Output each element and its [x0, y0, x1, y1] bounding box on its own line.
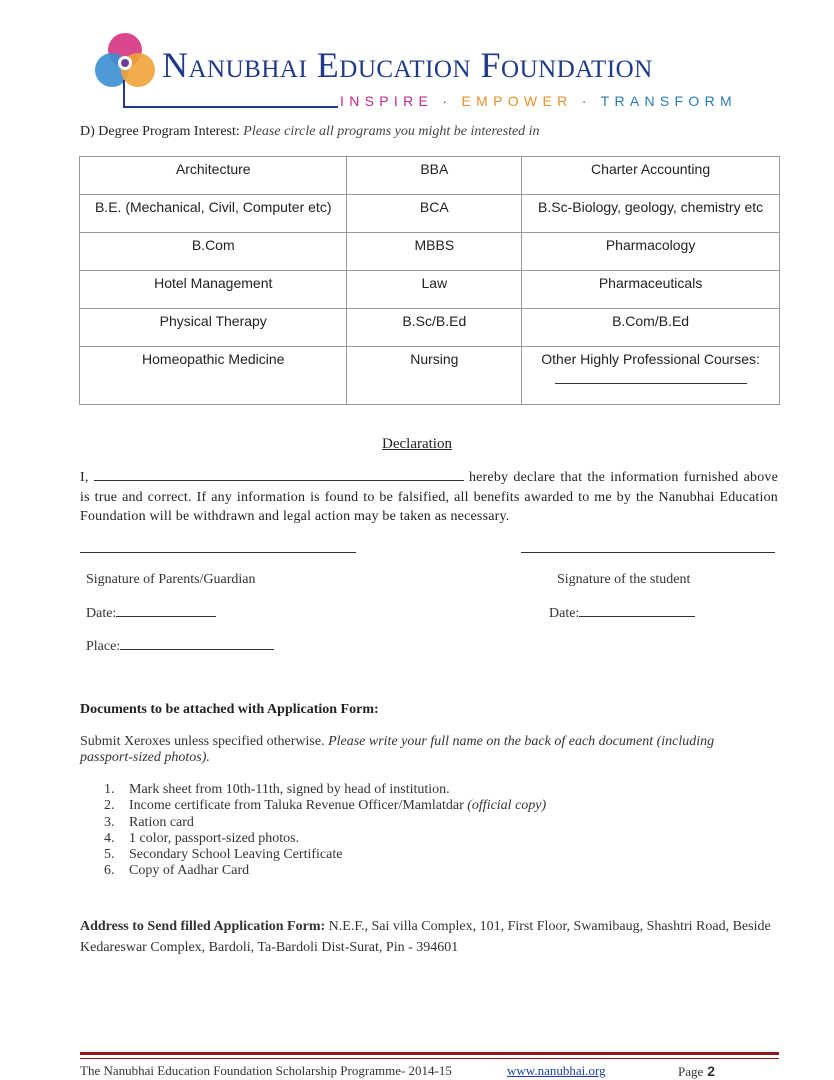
program-option[interactable]: B.Sc-Biology, geology, chemistry etc [522, 195, 780, 233]
documents-intro-italic: Please write your full name on the back of each document (including passport-sized photos). [80, 734, 715, 765]
list-number: 4. [104, 830, 115, 846]
place-field[interactable] [120, 638, 274, 650]
program-option[interactable]: Nursing [347, 347, 522, 405]
section-d-instruction: Please circle all programs you might be interested in [243, 124, 540, 139]
footer-website-link[interactable]: www.nanubhai.org [507, 1063, 606, 1078]
list-text: Copy of Aadhar Card [129, 863, 250, 879]
tagline-inspire: INSPIRE [340, 93, 434, 109]
table-row [80, 271, 780, 309]
list-item [104, 815, 546, 831]
program-option[interactable]: Charter Accounting [522, 157, 780, 195]
table-row [80, 233, 780, 271]
declaration-text [80, 468, 778, 527]
foundation-logo [94, 30, 156, 108]
documents-intro [80, 734, 770, 766]
student-date-row [549, 605, 695, 622]
other-courses-field[interactable] [555, 383, 747, 384]
list-number: 1. [104, 782, 115, 797]
list-item [104, 798, 546, 814]
program-option[interactable]: B.E. (Mechanical, Civil, Computer etc) [80, 195, 347, 233]
section-d-heading [80, 124, 540, 140]
student-signature-field[interactable] [521, 552, 775, 553]
program-option[interactable]: MBBS [347, 233, 522, 271]
parent-date-field[interactable] [116, 605, 216, 617]
list-text: Ration card [129, 814, 194, 830]
program-option[interactable]: B.Com [80, 233, 347, 271]
page-number: 2 [707, 1063, 716, 1079]
place-label: Place: [86, 639, 121, 654]
program-option[interactable]: BBA [347, 157, 522, 195]
documents-list [104, 782, 546, 880]
student-date-field[interactable] [579, 605, 695, 617]
list-number: 2. [104, 798, 115, 814]
brand-title: Nanubhai Education Foundation [162, 45, 653, 85]
tagline [340, 93, 737, 109]
tagline-empower: EMPOWER [461, 93, 573, 109]
table-row [80, 309, 780, 347]
list-text: 1 color, passport-sized photos. [129, 830, 300, 846]
address-block [80, 916, 780, 958]
program-option[interactable]: Pharmacology [522, 233, 780, 271]
list-text: Mark sheet from 10th-11th, signed by head of institution. [129, 782, 450, 797]
address-label: Address to Send filled Application Form: [80, 919, 326, 934]
address-text: N.E.F., Sai villa Complex, 101, First Floor, Swamibaug, Shashtri Road, Beside Kedareswar Complex, Bardoli, Ta-Bardoli Dist-Surat, Pin - 394601 [80, 919, 771, 955]
declaration-body: hereby declare that the information furnished above is true and correct. If any information is found to be falsified, all benefits awarded to me by the Nanubhai Education Foundation will be withdrawn and legal action may be taken as necessary. [80, 470, 779, 524]
list-text-italic: (official copy) [467, 798, 547, 814]
list-item [104, 831, 546, 847]
program-option[interactable]: Law [347, 271, 522, 309]
tagline-transform: TRANSFORM [600, 93, 737, 109]
parent-signature-field[interactable] [80, 552, 356, 553]
section-d-label: D) Degree Program Interest: [80, 124, 240, 139]
table-row [80, 195, 780, 233]
list-text: Income certificate from Taluka Revenue Officer/Mamlatdar [129, 798, 464, 814]
program-option[interactable]: Physical Therapy [80, 309, 347, 347]
program-option[interactable]: Homeopathic Medicine [80, 347, 347, 405]
footer-rule-top [80, 1052, 779, 1055]
program-option[interactable]: Pharmaceuticals [522, 271, 780, 309]
list-number: 5. [104, 847, 115, 863]
program-option[interactable]: B.Com/B.Ed [522, 309, 780, 347]
list-item [104, 782, 546, 798]
declaration-prefix: I, [80, 470, 89, 485]
tagline-separator: · [442, 93, 453, 109]
parent-date-row [86, 605, 216, 622]
program-option-other[interactable] [522, 347, 780, 405]
declaration-title: Declaration [382, 436, 452, 452]
program-option[interactable]: B.Sc/B.Ed [347, 309, 522, 347]
program-option[interactable]: BCA [347, 195, 522, 233]
footer-programme: The Nanubhai Education Foundation Scholarship Programme- 2014-15 [80, 1063, 452, 1078]
list-number: 6. [104, 863, 115, 879]
other-courses-label: Other Highly Professional Courses: [541, 351, 760, 367]
program-option[interactable]: Architecture [80, 157, 347, 195]
tagline-separator: · [581, 93, 592, 109]
documents-title: Documents to be attached with Application Form: [80, 702, 379, 717]
list-text: Secondary School Leaving Certificate [129, 847, 343, 863]
footer-page-number [678, 1063, 715, 1080]
list-item [104, 863, 546, 879]
parent-signature-label: Signature of Parents/Guardian [86, 572, 256, 587]
program-option[interactable]: Hotel Management [80, 271, 347, 309]
date-label: Date: [549, 606, 580, 621]
page-label: Page [678, 1064, 704, 1079]
student-signature-label: Signature of the student [557, 572, 691, 587]
table-row [80, 157, 780, 195]
brand-underline [124, 106, 338, 108]
date-label: Date: [86, 606, 117, 621]
list-number: 3. [104, 814, 115, 830]
list-item [104, 847, 546, 863]
place-row [86, 638, 274, 655]
declarant-name-field[interactable] [94, 469, 464, 481]
program-table [79, 156, 780, 405]
footer-rule-bottom [80, 1058, 779, 1059]
table-row [80, 347, 780, 405]
documents-intro-text: Submit Xeroxes unless specified otherwise. [80, 734, 325, 749]
